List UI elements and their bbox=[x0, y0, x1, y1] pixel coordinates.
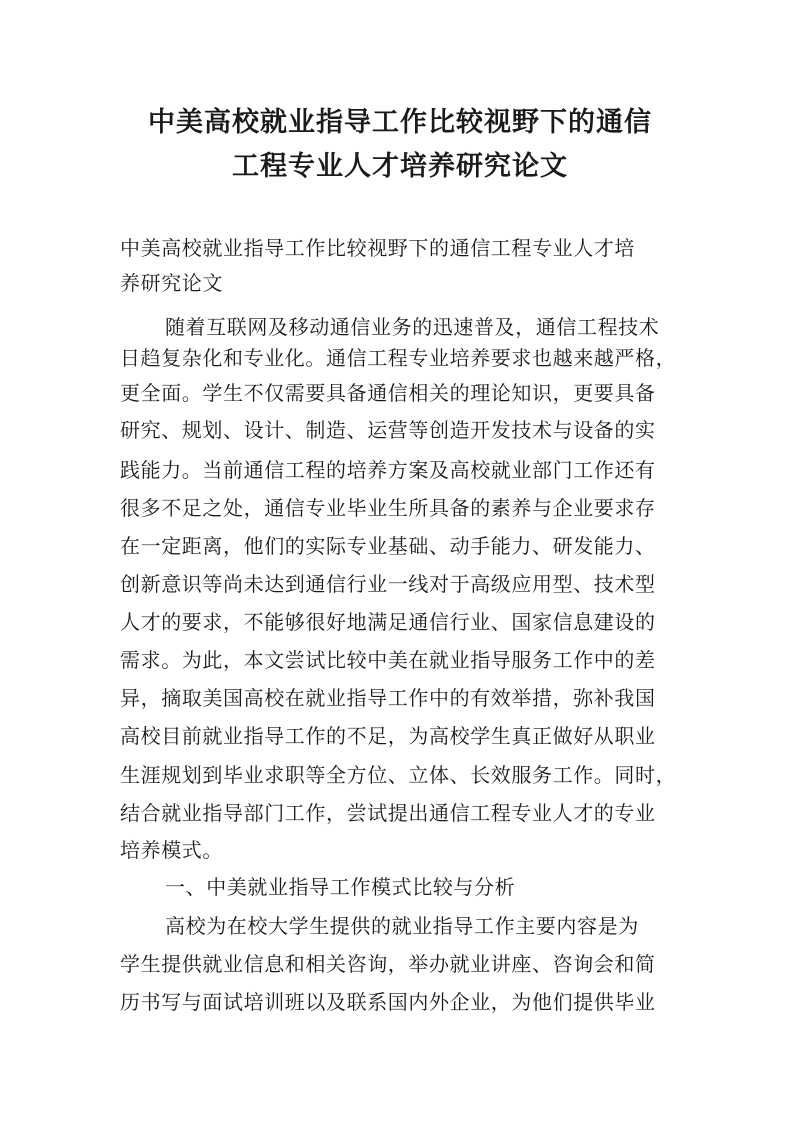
document-title-line-1: 中美高校就业指导工作比较视野下的通信 bbox=[148, 107, 652, 138]
body-line: 历书写与面试培训班以及联系国内外企业，为他们提供毕业 bbox=[120, 990, 656, 1014]
section-heading: 一、中美就业指导工作模式比较与分析 bbox=[165, 875, 516, 899]
body-line: 在一定距离，他们的实际专业基础、动手能力、研发能力、 bbox=[120, 534, 656, 558]
body-line: 养研究论文 bbox=[120, 271, 223, 295]
body-line: 培养模式。 bbox=[120, 838, 223, 862]
body-line: 需求。为此，本文尝试比较中美在就业指导服务工作中的差 bbox=[120, 648, 656, 672]
body-line: 异，摘取美国高校在就业指导工作中的有效举措，弥补我国 bbox=[120, 686, 656, 710]
body-line: 中美高校就业指导工作比较视野下的通信工程专业人才培 bbox=[120, 236, 635, 260]
body-line: 高校为在校大学生提供的就业指导工作主要内容是为 bbox=[165, 914, 639, 938]
document-title-line-2: 工程专业人才培养研究论文 bbox=[232, 151, 568, 182]
body-line: 结合就业指导部门工作，尝试提出通信工程专业人才的专业 bbox=[120, 801, 656, 825]
body-line: 学生提供就业信息和相关咨询，举办就业讲座、咨询会和简 bbox=[120, 952, 656, 976]
body-line: 更全面。学生不仅需要具备通信相关的理论知识，更要具备 bbox=[120, 381, 656, 405]
body-line: 随着互联网及移动通信业务的迅速普及，通信工程技术 bbox=[165, 315, 660, 339]
body-line: 践能力。当前通信工程的培养方案及高校就业部门工作还有 bbox=[120, 458, 656, 482]
body-line: 生涯规划到毕业求职等全方位、立体、长效服务工作。同时， bbox=[120, 763, 677, 787]
body-line: 高校目前就业指导工作的不足，为高校学生真正做好从职业 bbox=[120, 724, 656, 748]
body-line: 研究、规划、设计、制造、运营等创造开发技术与设备的实 bbox=[120, 418, 656, 442]
body-line: 日趋复杂化和专业化。通信工程专业培养要求也越来越严格， bbox=[120, 346, 677, 370]
body-line: 很多不足之处，通信专业毕业生所具备的素养与企业要求存 bbox=[120, 496, 656, 520]
body-line: 人才的要求，不能够很好地满足通信行业、国家信息建设的 bbox=[120, 610, 656, 634]
body-line: 创新意识等尚未达到通信行业一线对于高级应用型、技术型 bbox=[120, 572, 656, 596]
